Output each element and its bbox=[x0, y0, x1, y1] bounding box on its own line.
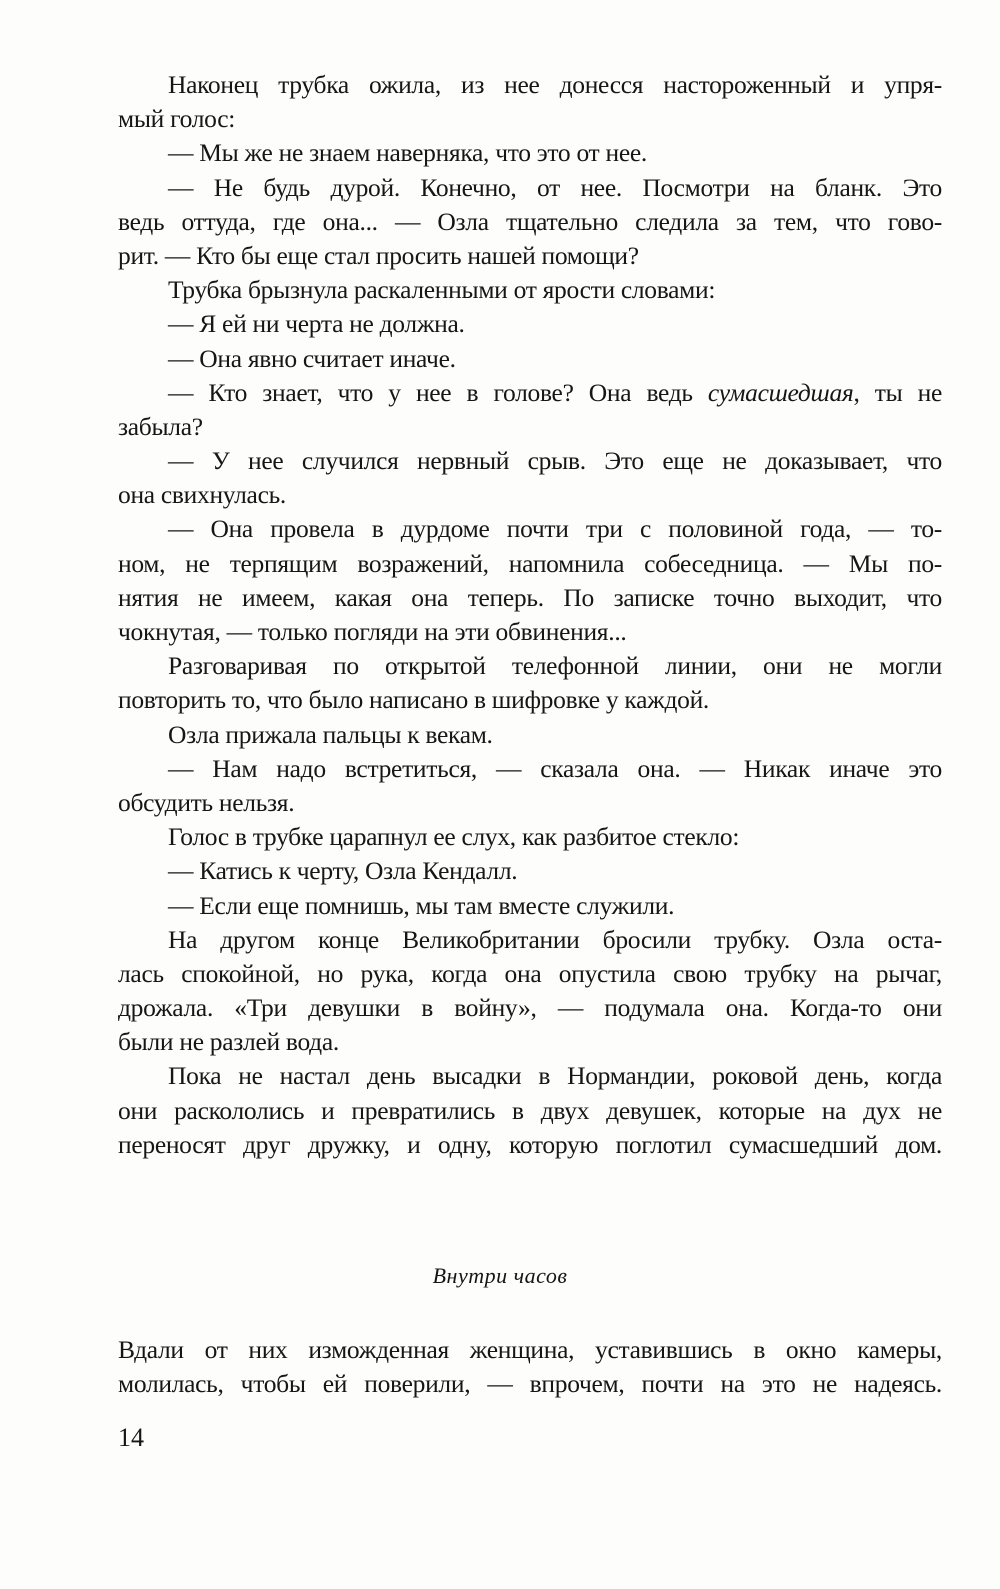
text-line: — Если еще помнишь, мы там вместе служили. bbox=[168, 890, 675, 920]
text-line: Разговаривая по открытой телефонной линии, они не могли bbox=[168, 651, 942, 681]
text-line: чокнутая, — только погляди на эти обвинения... bbox=[118, 617, 627, 646]
text-line: нятия не имеем, какая она теперь. По записке точно выходит, что bbox=[118, 582, 942, 612]
text-line: ном, не терпящим возражений, напомнила собеседница. — Мы по- bbox=[118, 548, 942, 578]
text-line: — Не будь дурой. Конечно, от нее. Посмотри на бланк. Это bbox=[168, 172, 942, 202]
section-heading: Внутри часов bbox=[432, 1263, 568, 1288]
text-line: Пока не настал день высадки в Нормандии, роковой день, когда bbox=[168, 1061, 942, 1091]
text-line: — У нее случился нервный срыв. Это еще не доказывает, что bbox=[168, 446, 942, 476]
text-line: — Мы же не знаем наверняка, что это от нее. bbox=[168, 138, 647, 168]
text-line: она свихнулась. bbox=[118, 480, 286, 510]
text-line: — Катись к черту, Озла Кендалл. bbox=[168, 856, 518, 886]
text-line: Озла прижала пальцы к векам. bbox=[168, 719, 493, 749]
text-line: — Нам надо встретиться, — сказала она. — Никак иначе это bbox=[168, 753, 942, 783]
text-line: Наконец трубка ожила, из нее донесся настороженный и упря- bbox=[168, 70, 942, 99]
body-text bbox=[118, 68, 942, 1162]
text-segment: — Кто знает, что у нее в голове? Она ведь bbox=[168, 377, 708, 407]
section-two-text bbox=[118, 1333, 942, 1401]
text-line: — Она явно считает иначе. bbox=[168, 343, 456, 373]
text-segment: , ты не bbox=[853, 377, 942, 407]
text-line: переносят друг дружку, и одну, которую поглотил сумасшедший дом. bbox=[118, 1129, 942, 1159]
emphasis: сумасшедшая bbox=[707, 377, 854, 407]
text-line: мый голос: bbox=[118, 104, 236, 134]
text-line: дрожала. «Три девушки в войну», — подумала она. Когда-то они bbox=[118, 993, 942, 1023]
text-line: Трубка брызнула раскаленными от ярости словами: bbox=[168, 275, 716, 305]
text-line: Вдали от них изможденная женщина, уставившись в окно камеры, bbox=[118, 1335, 942, 1364]
text-line: повторить то, что было написано в шифровке у каждой. bbox=[118, 685, 709, 715]
page-number: 14 bbox=[118, 1423, 144, 1452]
text-line: молилась, чтобы ей поверили, — впрочем, почти на это не надеясь. bbox=[118, 1369, 942, 1399]
text-line: были не разлей вода. bbox=[118, 1027, 339, 1057]
text-line: На другом конце Великобритании бросили трубку. Озла оста- bbox=[168, 924, 942, 954]
text-line: они раскололись и превратились в двух девушек, которые на дух не bbox=[118, 1095, 942, 1125]
text-line bbox=[118, 376, 942, 410]
text-line: ведь оттуда, где она... — Озла тщательно следила за тем, что гово- bbox=[118, 206, 942, 236]
text-line: Голос в трубке царапнул ее слух, как разбитое стекло: bbox=[168, 822, 740, 852]
text-line: рит. — Кто бы еще стал просить нашей помощи? bbox=[118, 240, 639, 270]
text-line: лась спокойной, но рука, когда она опустила свою трубку на рычаг, bbox=[118, 958, 942, 988]
text-line: обсудить нельзя. bbox=[118, 787, 295, 817]
text-line: — Я ей ни черта не должна. bbox=[168, 309, 465, 339]
text-line: — Она провела в дурдоме почти три с половиной года, — то- bbox=[168, 514, 942, 544]
text-line: забыла? bbox=[118, 411, 203, 441]
